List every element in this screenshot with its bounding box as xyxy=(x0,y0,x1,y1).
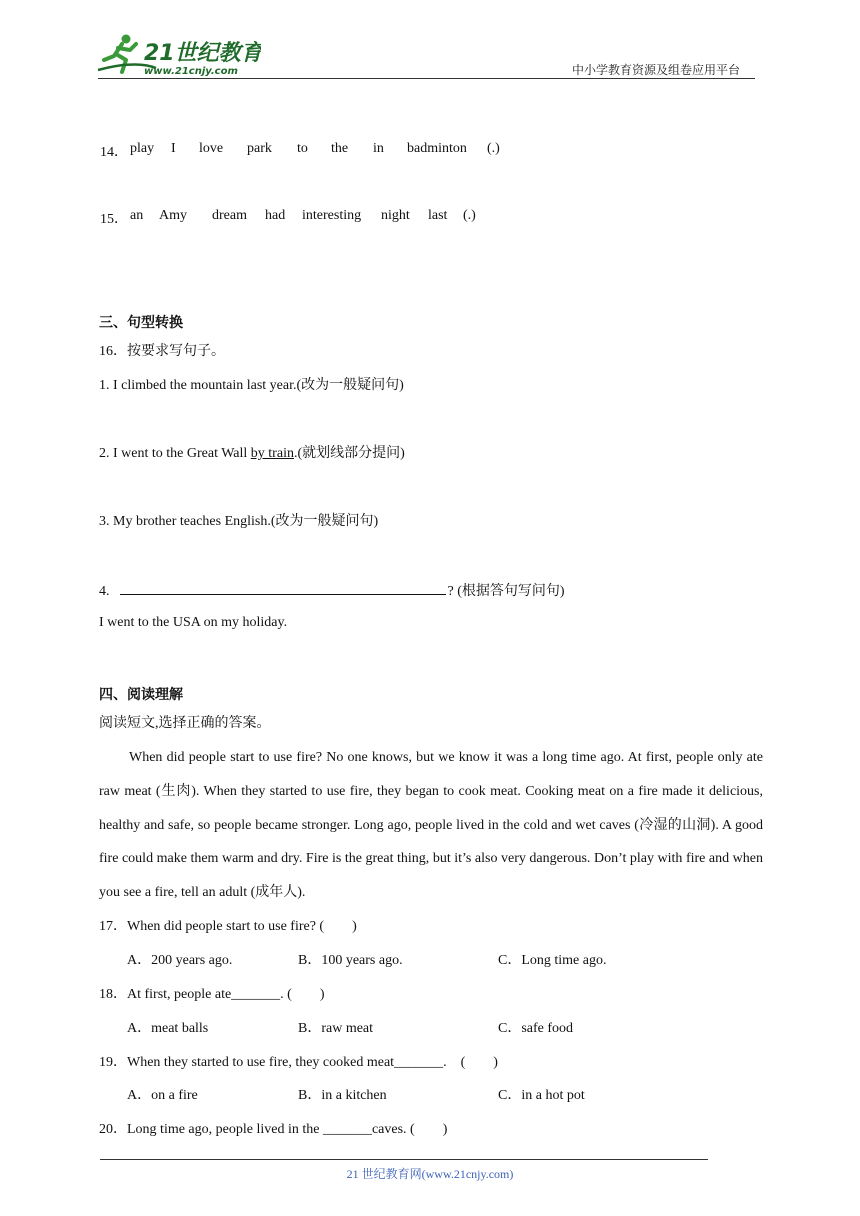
answer-blank[interactable] xyxy=(120,580,446,595)
option-b[interactable]: B．in a kitchen xyxy=(298,1088,387,1103)
section-title-3: 三、句型转换 xyxy=(99,316,183,331)
word-tile: park xyxy=(247,141,272,156)
transform-item-2 xyxy=(99,445,405,463)
question-16: 16．按要求写句子。 xyxy=(99,344,225,359)
word-tile: the xyxy=(331,141,349,156)
transform-item-3: 3. My brother teaches English.(改为一般疑问句) xyxy=(99,514,379,529)
option-c[interactable]: C．in a hot pot xyxy=(498,1088,585,1103)
word-tile: had xyxy=(265,208,286,223)
option-a[interactable]: A．200 years ago. xyxy=(127,953,233,968)
underlined-phrase: by train xyxy=(250,446,294,461)
passage-text: When did people start to use fire? No one knows, but we know it was a long time ago. At first, people only ate raw meat (生肉). When they started to use fire, they began to cook meat. Cooking meat on a fire made it delicious, healthy and safe, so people became stronger. Long ago, people lived in the cold and wet caves (冷湿的山洞). A good fire could make them warm and dry. Fire is the great thing, but it’s also very dangerous. Don’t play with fire and when you see a fire, tell an adult (成年人). xyxy=(99,750,763,901)
reading-instruction: 阅读短文,选择正确的答案。 xyxy=(99,716,271,731)
word-tile: an xyxy=(130,208,144,223)
option-b[interactable]: B．100 years ago. xyxy=(298,953,403,968)
item-text: ? (根据答句写问句) xyxy=(447,584,565,599)
platform-name: 中小学教育资源及组卷应用平台 xyxy=(572,63,741,77)
word-tile: love xyxy=(199,141,224,156)
option-a[interactable]: A．meat balls xyxy=(127,1021,209,1036)
item-text: 2. I went to the Great Wall xyxy=(99,446,251,461)
option-c[interactable]: C．Long time ago. xyxy=(498,953,607,968)
answer-sentence: I went to the USA on my holiday. xyxy=(99,615,288,630)
word-tile: to xyxy=(297,141,308,156)
logo-url: www.21cnjy.com xyxy=(144,66,238,77)
item-number: 4. xyxy=(99,584,110,599)
question-19: 19．When they started to use fire, they cooked meat_______. ( ) xyxy=(99,1055,498,1070)
word-tile: badminton xyxy=(407,141,467,156)
question-number: 14． xyxy=(100,145,128,160)
word-tile: play xyxy=(130,141,155,156)
word-tile: last xyxy=(428,208,448,223)
logo-text: 21世纪教育 xyxy=(144,41,261,66)
transform-item-4 xyxy=(99,580,565,601)
word-tile: in xyxy=(373,141,384,156)
option-a[interactable]: A．on a fire xyxy=(127,1088,198,1103)
item-text: .(就划线部分提问) xyxy=(293,446,405,461)
word-tile: (.) xyxy=(487,141,500,156)
header-divider xyxy=(98,78,755,79)
word-tile: I xyxy=(171,141,176,156)
footer-divider xyxy=(100,1159,708,1160)
option-c[interactable]: C．safe food xyxy=(498,1021,574,1036)
word-tile: Amy xyxy=(159,208,187,223)
question-number: 15． xyxy=(100,212,128,227)
question-20: 20．Long time ago, people lived in the _______caves. ( ) xyxy=(99,1122,448,1137)
question-17: 17．When did people start to use fire? ( ) xyxy=(99,919,357,934)
question-18: 18．At first, people ate_______. ( ) xyxy=(99,987,325,1002)
word-tile: dream xyxy=(212,208,247,223)
site-logo xyxy=(96,30,261,78)
reading-passage xyxy=(99,741,763,910)
question-15 xyxy=(100,208,520,228)
word-tile: (.) xyxy=(463,208,476,223)
question-14 xyxy=(100,141,520,161)
transform-item-1: 1. I climbed the mountain last year.(改为一般疑问句) xyxy=(99,378,404,393)
option-b[interactable]: B．raw meat xyxy=(298,1021,374,1036)
section-title-4: 四、阅读理解 xyxy=(99,688,183,703)
word-tile: interesting xyxy=(302,208,362,223)
footer-link[interactable]: 21 世纪教育网(www.21cnjy.com) xyxy=(346,1167,514,1181)
word-tile: night xyxy=(381,208,410,223)
